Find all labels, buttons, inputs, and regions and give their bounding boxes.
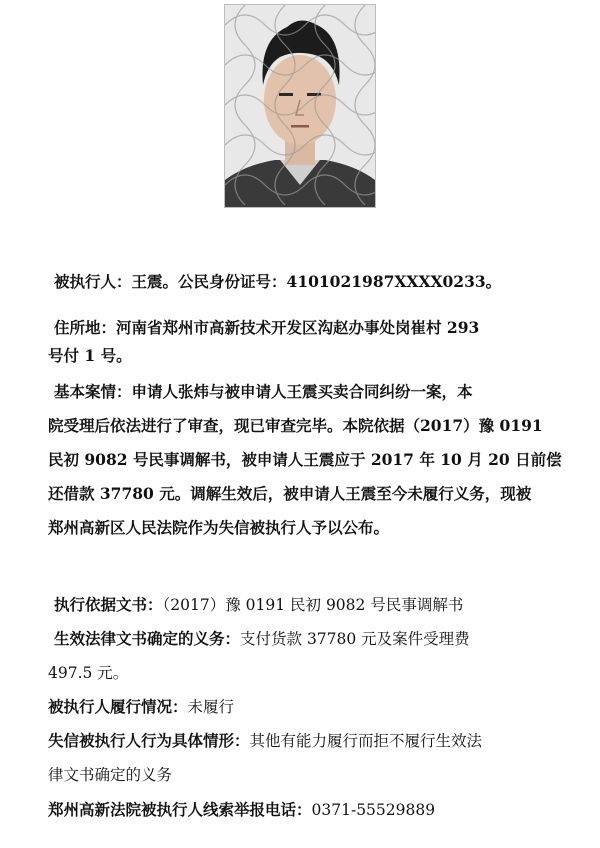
obligation-line-2 — [48, 659, 588, 687]
hotline-line — [48, 796, 588, 824]
dishonest-value-2: 律文书确定的义务 — [48, 766, 173, 784]
case-line-1 — [54, 378, 574, 406]
dishonest-line — [48, 727, 588, 755]
basis-value: （2017）豫 0191 民初 9082 号民事调解书 — [162, 596, 464, 614]
obligation-line — [54, 625, 574, 653]
case-text-2: 院受理后依法进行了审查，现已审查完毕。本院依据（2017）豫 0191 — [48, 416, 543, 435]
case-label: 基本案情： — [54, 382, 132, 401]
residence-label: 住所地： — [54, 318, 117, 337]
basis-line — [54, 591, 574, 619]
case-line-4 — [48, 480, 588, 508]
id-label: 公民身份证号： — [178, 272, 287, 291]
subject-name: 王震。 — [131, 272, 179, 291]
dishonest-value-1: 其他有能力履行而拒不履行生效法 — [249, 732, 483, 750]
performance-value: 未履行 — [187, 698, 235, 716]
residence-line-2 — [48, 342, 588, 370]
id-number: 4101021987XXXX0233。 — [286, 272, 502, 291]
basis-label: 执行依据文书： — [54, 595, 163, 614]
residence-value-2: 号付 1 号。 — [48, 346, 132, 365]
performance-line — [48, 693, 588, 721]
subject-line — [54, 268, 574, 296]
obligation-value-2: 497.5 元。 — [48, 664, 129, 682]
case-line-5 — [48, 514, 588, 542]
dishonest-line-2 — [48, 761, 588, 789]
dishonest-label: 失信被执行人行为具体情形： — [48, 731, 250, 750]
case-line-2 — [48, 412, 588, 440]
case-text-1: 申请人张炜与被申请人王震买卖合同纠纷一案，本 — [131, 382, 473, 401]
performance-label: 被执行人履行情况： — [48, 697, 188, 716]
case-text-4: 还借款 37780 元。调解生效后，被申请人王震至今未履行义务，现被 — [48, 484, 532, 503]
hotline-label: 郑州高新法院被执行人线索举报电话： — [48, 800, 312, 819]
person-photo — [224, 4, 376, 208]
case-text-3: 民初 9082 号民事调解书，被申请人王震应于 2017 年 10 月 20 日前偿 — [48, 450, 562, 469]
hotline-value: 0371-55529889 — [311, 801, 436, 819]
case-text-5: 郑州高新区人民法院作为失信被执行人予以公布。 — [48, 518, 390, 537]
residence-line — [54, 314, 574, 342]
case-line-3 — [48, 446, 588, 474]
subject-label: 被执行人： — [54, 272, 132, 291]
obligation-value-1: 支付货款 37780 元及案件受理费 — [240, 630, 470, 648]
obligation-label: 生效法律文书确定的义务： — [54, 629, 241, 648]
residence-value-1: 河南省郑州市高新技术开发区沟赵办事处岗崔村 293 — [116, 318, 480, 337]
